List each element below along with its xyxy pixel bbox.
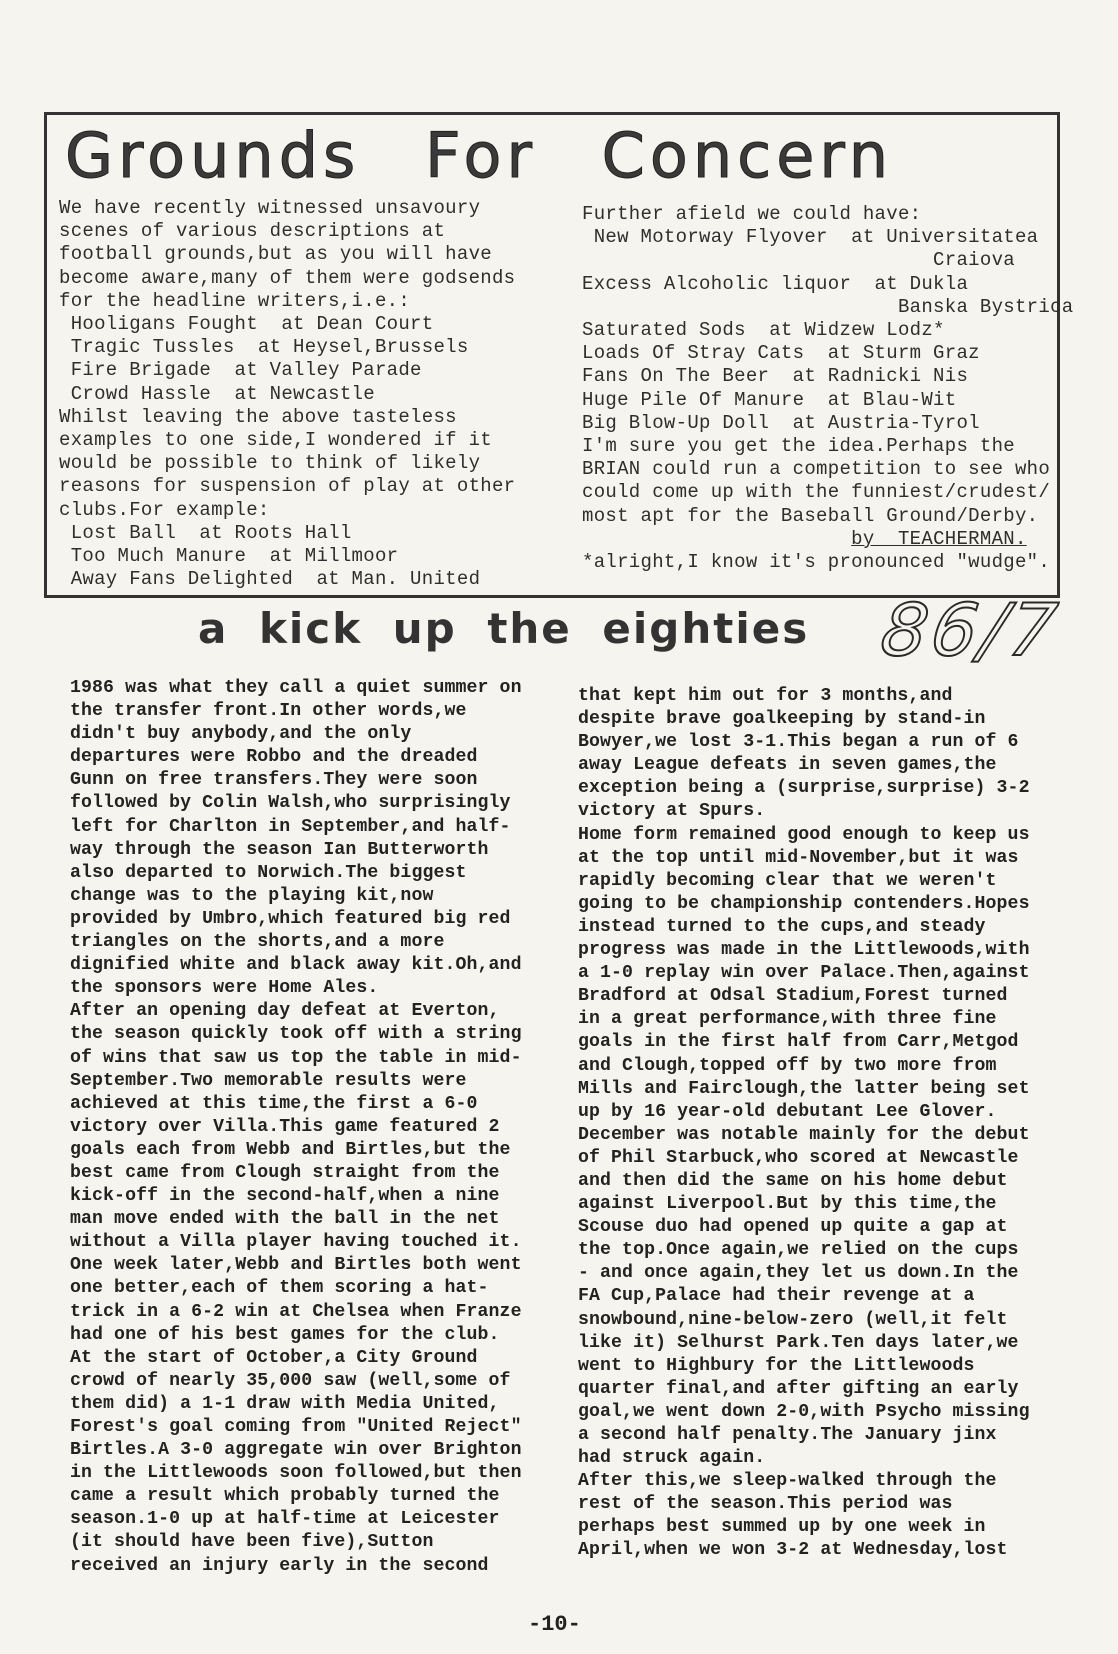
- article-left-column: We have recently witnessed unsavoury scenes of various descriptions at football grounds,but as you will have become aware,many of them were godsends for the headline writers,i.e.: Hooligans Fought at Dean Court Tragic Tussles at Heysel,Brussels Fire Brigade at Valley Parade Crowd Hassle at Newcastle Whilst leaving the above tasteless examples to one side,I wondered if it would be possible to think of likely reasons for suspension of play at other clubs.For example: Lost Ball at Roots Hall Too Much Manure at Millmoor Away Fans Delighted at Man. United: [59, 197, 516, 591]
- year-badge: 86/7: [876, 588, 1066, 672]
- article-title: Grounds For Concern: [65, 119, 894, 192]
- article-right-column: [582, 203, 1073, 574]
- page-number: -10-: [528, 1612, 581, 1637]
- byline: by TEACHERMAN.: [851, 527, 1027, 550]
- article-right-column: that kept him out for 3 months,and despite brave goalkeeping by stand-in Bowyer,we lost 3-1.This began a run of 6 away League defeats in seven games,the exception being a (surprise,surprise) 3-2 victory at Spurs. Home form remained good enough to keep us at the top until mid-November,but it was rapidly becoming clear that we weren't going to be championship contenders.Hopes instead turned to the cups,and steady progress was made in the Littlewoods,with a 1-0 replay win over Palace.Then,against Bradford at Odsal Stadium,Forest turned in a great performance,with three fine goals in the first half from Carr,Metgod and Clough,topped off by two more from Mills and Fairclough,the latter being set up by 16 year-old debutant Lee Glover. December was notable mainly for the debut of Phil Starbuck,who scored at Newcastle and then did the same on his home debut against Liverpool.But by this time,the Scouse duo had opened up quite a gap at the top.Once again,we relied on the cups - and once again,they let us down.In the FA Cup,Palace had their revenge at a snowbound,nine-below-zero (well,it felt like it) Selhurst Park.Ten days later,we went to Highbury for the Littlewoods quarter final,and after gifting an early goal,we went down 2-0,with Psycho missing a second half penalty.The January jinx had struck again. After this,we sleep-walked through the rest of the season.This period was perhaps best summed up by one week in April,when we won 3-2 at Wednesday,lost: [578, 686, 1030, 1561]
- article-title: a kick up the eighties: [198, 604, 810, 653]
- footnote: *alright,I know it's pronounced "wudge".: [582, 551, 1051, 574]
- article-box-grounds-for-concern: [44, 112, 1074, 598]
- article-left-column: 1986 was what they call a quiet summer on the transfer front.In other words,we didn't buy anybody,and the only departures were Robbo and the dreaded Gunn on free transfers.They were soon followed by Colin Walsh,who surprisingly left for Charlton in September,and half- way through the season Ian Butterworth also departed to Norwich.The biggest change was to the playing kit,now provided by Umbro,which featured big red triangles on the shorts,and a more dignified white and black away kit.Oh,and the sponsors were Home Ales. After an opening day defeat at Everton, the season quickly took off with a string of wins that saw us top the table in mid- September.Two memorable results were achieved at this time,the first a 6-0 victory over Villa.This game featured 2 goals each from Webb and Birtles,but the best came from Clough straight from the kick-off in the second-half,when a nine man move ended with the ball in the net without a Villa player having touched it. One week later,Webb and Birtles both went one better,each of them scoring a hat- trick in a 6-2 win at Chelsea when Franze had one of his best games for the club. At the start of October,a City Ground crowd of nearly 35,000 saw (well,some of them did) a 1-1 draw with Media United, Forest's goal coming from "United Reject" Birtles.A 3-0 aggregate win over Brighton in the Littlewoods soon followed,but then came a result which probably turned the season.1-0 up at half-time at Leicester (it should have been five),Sutton received an injury early in the second: [70, 678, 522, 1576]
- article-right-text: Further afield we could have: New Motorway Flyover at Universitatea Craiova Excess Alcoholic liquor at Dukla Banska Bystrica Saturated Sods at Widzew Lodz* Loads Of Stray Cats at Sturm Graz Fans On The Beer at Radnicki Nis Huge Pile Of Manure at Blau-Wit Big Blow-Up Doll at Austria-Tyrol I'm sure you get the idea.Perhaps the BRIAN could run a competition to see who could come up with the funniest/crudest/ most apt for the Baseball Ground/Derby.: [582, 203, 1074, 527]
